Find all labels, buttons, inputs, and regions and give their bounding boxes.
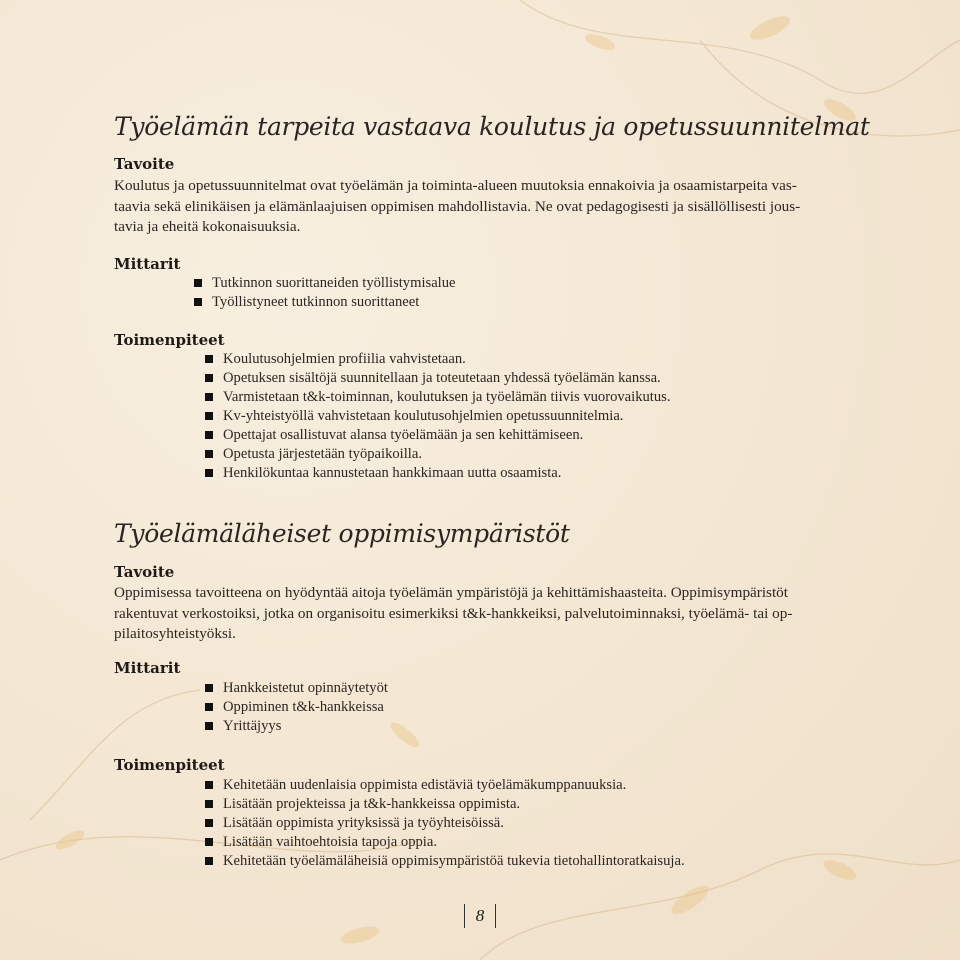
bullet-square-icon bbox=[205, 374, 213, 382]
section-heading: Työelämän tarpeita vastaava koulutus ja opetussuunnitelmat bbox=[114, 112, 870, 141]
list-item: Varmistetaan t&k-toiminnan, koulutuksen ja työelämän tiivis vuorovaikutus. bbox=[205, 388, 670, 407]
list-item: Tutkinnon suorittaneiden työllistymisalue bbox=[194, 274, 456, 293]
toimenpiteet-list bbox=[205, 776, 685, 871]
tavoite-line: tavia ja eheitä kokonaisuuksia. bbox=[114, 218, 301, 235]
bullet-square-icon bbox=[205, 684, 213, 692]
tavoite-label: Tavoite bbox=[114, 155, 175, 173]
bullet-square-icon bbox=[205, 431, 213, 439]
list-item: Kv-yhteistyöllä vahvistetaan koulutusohjelmien opetussuunnitelmia. bbox=[205, 407, 670, 426]
bullet-square-icon bbox=[205, 469, 213, 477]
tavoite-text bbox=[114, 176, 844, 238]
list-item: Opettajat osallistuvat alansa työelämään ja sen kehittämiseen. bbox=[205, 426, 670, 445]
bullet-square-icon bbox=[205, 819, 213, 827]
tavoite-line: taavia sekä elinikäisen ja elämänlaajuisen oppimisen mahdollistavia. Ne ovat pedagogisesti ja sisällöllisesti jous- bbox=[114, 197, 801, 215]
list-item: Oppiminen t&k-hankkeissa bbox=[205, 698, 388, 717]
bullet-square-icon bbox=[194, 298, 202, 306]
list-item: Hankkeistetut opinnäytetyöt bbox=[205, 679, 388, 698]
tavoite-text bbox=[114, 583, 844, 645]
list-item: Työllistyneet tutkinnon suorittaneet bbox=[194, 293, 456, 312]
list-item: Yrittäjyys bbox=[205, 717, 388, 736]
list-item: Koulutusohjelmien profiilia vahvistetaan. bbox=[205, 350, 670, 369]
bullet-square-icon bbox=[194, 279, 202, 287]
page-number: 8 bbox=[464, 904, 496, 928]
list-item: Henkilökuntaa kannustetaan hankkimaan uutta osaamista. bbox=[205, 464, 670, 483]
list-item: Opetuksen sisältöjä suunnitellaan ja toteutetaan yhdessä työelämän kanssa. bbox=[205, 369, 670, 388]
bullet-square-icon bbox=[205, 781, 213, 789]
mittarit-list bbox=[205, 679, 388, 736]
bullet-square-icon bbox=[205, 800, 213, 808]
bullet-square-icon bbox=[205, 838, 213, 846]
tavoite-line: Oppimisessa tavoitteena on hyödyntää aitoja työelämän ympäristöjä ja kehittämishaasteita. Oppimisympäristöt bbox=[114, 584, 788, 601]
mittarit-list bbox=[194, 274, 456, 312]
mittarit-label: Mittarit bbox=[114, 659, 181, 677]
mittarit-label: Mittarit bbox=[114, 255, 181, 273]
list-item: Opetusta järjestetään työpaikoilla. bbox=[205, 445, 670, 464]
tavoite-line: pilaitosyhteistyöksi. bbox=[114, 625, 236, 642]
tavoite-line: rakentuvat verkostoiksi, jotka on organisoitu esimerkiksi t&k-hankkeiksi, palvelutoiminnaksi, työelämä- tai op- bbox=[114, 604, 793, 622]
tavoite-label: Tavoite bbox=[114, 563, 175, 581]
bullet-square-icon bbox=[205, 412, 213, 420]
toimenpiteet-list bbox=[205, 350, 670, 483]
bullet-square-icon bbox=[205, 450, 213, 458]
section-heading: Työelämäläheiset oppimisympäristöt bbox=[114, 519, 570, 548]
bullet-square-icon bbox=[205, 703, 213, 711]
list-item: Kehitetään uudenlaisia oppimista edistäviä työelämäkumppanuuksia. bbox=[205, 776, 685, 795]
bullet-square-icon bbox=[205, 722, 213, 730]
bullet-square-icon bbox=[205, 857, 213, 865]
toimenpiteet-label: Toimenpiteet bbox=[114, 331, 225, 349]
list-item: Lisätään oppimista yrityksissä ja työyhteisöissä. bbox=[205, 814, 685, 833]
list-item: Kehitetään työelämäläheisiä oppimisympäristöä tukevia tietohallintoratkaisuja. bbox=[205, 852, 685, 871]
toimenpiteet-label: Toimenpiteet bbox=[114, 756, 225, 774]
tavoite-line: Koulutus ja opetussuunnitelmat ovat työelämän ja toiminta-alueen muutoksia ennakoivia ja osaamistarpeita vas- bbox=[114, 177, 797, 194]
bullet-square-icon bbox=[205, 355, 213, 363]
list-item: Lisätään vaihtoehtoisia tapoja oppia. bbox=[205, 833, 685, 852]
bullet-square-icon bbox=[205, 393, 213, 401]
list-item: Lisätään projekteissa ja t&k-hankkeissa oppimista. bbox=[205, 795, 685, 814]
